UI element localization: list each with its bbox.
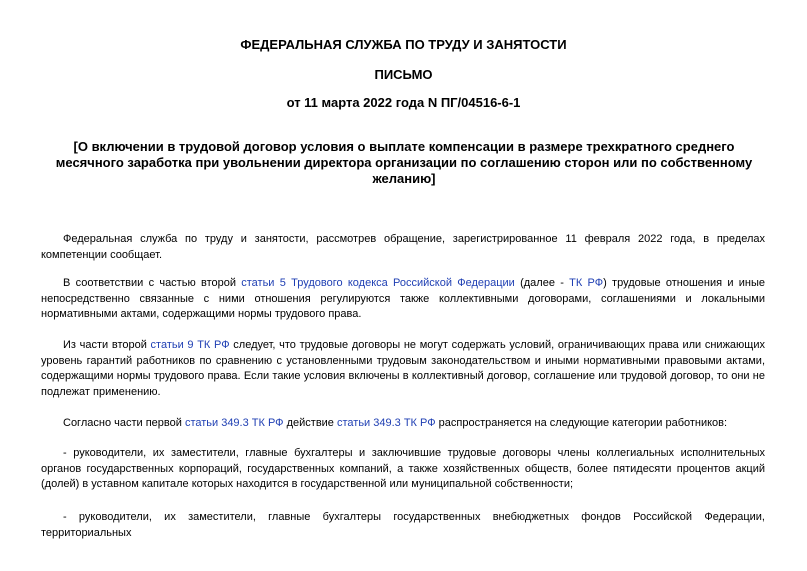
paragraph-5-text: - руководители, их заместители, главные бухгалтеры и заключившие трудовые договоры члены коллегиальных исполнительных органов государственных корпораций, государственных компаний, а также хозяйственных обществ, более пятидесяти процентов акций (долей) в уставном капитале которых находится в государственной или муниципальной собственности; — [41, 447, 765, 490]
paragraph-3-text — [41, 338, 765, 400]
link-article-5-labor-code[interactable]: статьи 5 Трудового кодекса Российской Федерации — [241, 277, 515, 289]
paragraph-2-before: В соответствии с частью второй — [63, 277, 242, 289]
paragraph-6 — [41, 510, 765, 541]
paragraph-2-text — [41, 276, 765, 323]
document-type-heading: ПИСЬМО — [374, 67, 433, 82]
paragraph-5 — [41, 446, 765, 493]
paragraph-1 — [41, 232, 765, 263]
paragraph-4 — [41, 416, 765, 432]
paragraph-2-middle: (далее - — [514, 277, 570, 289]
paragraph-2 — [41, 276, 765, 323]
paragraph-4-middle: действие — [283, 417, 337, 429]
paragraph-3 — [41, 338, 765, 400]
link-article-349-3-first[interactable]: статьи 349.3 ТК РФ — [184, 417, 284, 429]
paragraph-2-after: ) трудовые отношения и иные непосредственно связанные с ними отношения регулируются также коллективными договорами, соглашениями и локальными нормативными актами, содержащими нормы трудового права. — [41, 277, 766, 320]
paragraph-3-after: следует, что трудовые договоры не могут содержать условий, ограничивающих права или снижающих уровень гарантий работников по сравнению с установленными трудовым законодательством и иными нормативными правовыми актами, содержащими нормы трудового права. Если такие условия включены в коллективный договор, соглашение или трудовой договор, то они не подлежат применению. — [41, 339, 765, 398]
link-labor-code[interactable]: ТК РФ — [569, 277, 604, 289]
link-article-349-3-second[interactable]: статьи 349.3 ТК РФ — [336, 417, 436, 429]
paragraph-4-text — [41, 416, 765, 432]
paragraph-1-text: Федеральная служба по труду и занятости, рассмотрев обращение, зарегистрированное 11 февраля 2022 года, в пределах компетенции сообщает. — [41, 233, 765, 261]
document-subject: [О включении в трудовой договор условия о выплате компенсации в размере трехкратного среднего месячного заработка при увольнении директора организации по соглашению сторон или по собственному желанию] — [55, 139, 753, 186]
paragraph-4-before: Согласно части первой — [63, 417, 185, 429]
paragraph-6-text: - руководители, их заместители, главные бухгалтеры государственных внебюджетных фондов Российской Федерации, территориальных — [41, 511, 765, 539]
link-article-9-labor-code[interactable]: статьи 9 ТК РФ — [150, 339, 230, 351]
agency-heading: ФЕДЕРАЛЬНАЯ СЛУЖБА ПО ТРУДУ И ЗАНЯТОСТИ — [240, 37, 567, 52]
paragraph-3-before: Из части второй — [63, 339, 151, 351]
document-date-number: от 11 марта 2022 года N ПГ/04516-6-1 — [286, 95, 521, 110]
paragraph-4-after: распространяется на следующие категории работников: — [435, 417, 728, 429]
